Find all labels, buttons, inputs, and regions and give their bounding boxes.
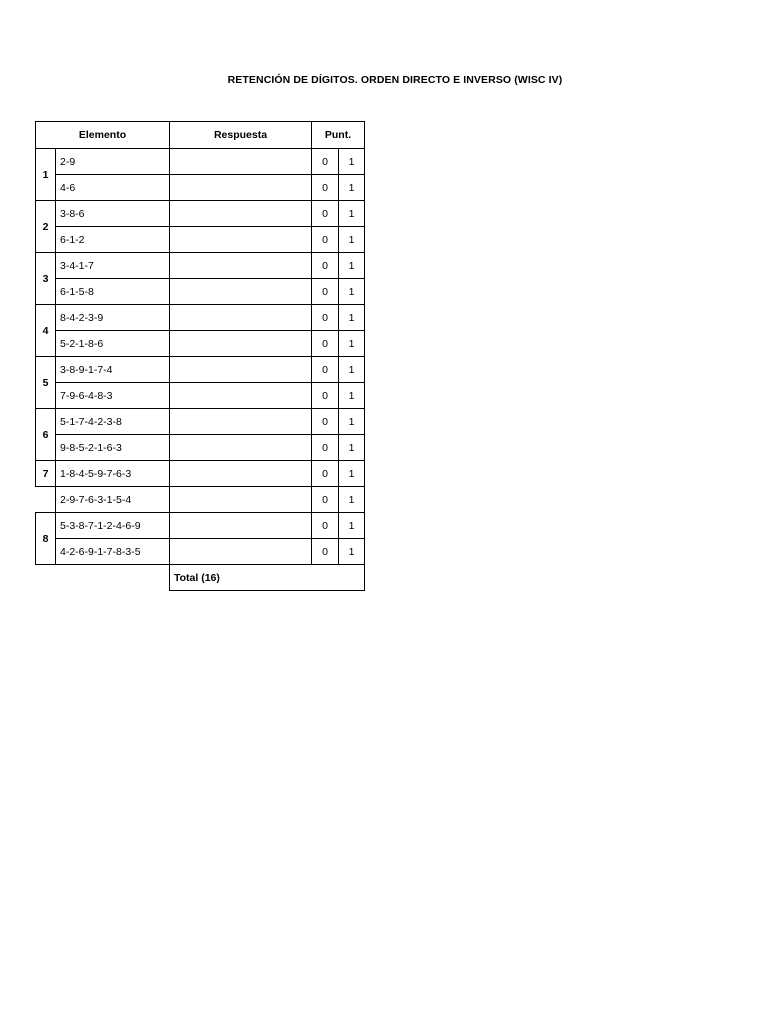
score-option-1[interactable]: 1 — [339, 383, 365, 409]
score-option-0[interactable]: 0 — [312, 461, 339, 487]
item-number: 3 — [36, 253, 56, 305]
table-row — [36, 253, 365, 279]
digit-sequence: 3-4-1-7 — [56, 253, 170, 279]
item-number: 1 — [36, 149, 56, 201]
score-option-0[interactable]: 0 — [312, 253, 339, 279]
table-row — [36, 149, 365, 175]
digit-sequence: 5-1-7-4-2-3-8 — [56, 409, 170, 435]
score-option-0[interactable]: 0 — [312, 513, 339, 539]
score-option-1[interactable]: 1 — [339, 331, 365, 357]
table-row — [36, 539, 365, 565]
item-number: 2 — [36, 201, 56, 253]
response-field[interactable] — [170, 175, 312, 201]
item-number: 6 — [36, 409, 56, 461]
score-option-1[interactable]: 1 — [339, 149, 365, 175]
score-option-0[interactable]: 0 — [312, 539, 339, 565]
score-option-0[interactable]: 0 — [312, 201, 339, 227]
score-option-1[interactable]: 1 — [339, 539, 365, 565]
score-option-0[interactable]: 0 — [312, 409, 339, 435]
table-row — [36, 305, 365, 331]
score-option-0[interactable]: 0 — [312, 149, 339, 175]
response-field[interactable] — [170, 409, 312, 435]
total-blank-left — [36, 565, 170, 591]
digit-sequence: 3-8-6 — [56, 201, 170, 227]
digit-sequence: 3-8-9-1-7-4 — [56, 357, 170, 383]
score-option-1[interactable]: 1 — [339, 175, 365, 201]
score-option-1[interactable]: 1 — [339, 253, 365, 279]
total-score-field[interactable] — [312, 565, 365, 591]
table-row — [36, 331, 365, 357]
digit-sequence: 6-1-2 — [56, 227, 170, 253]
score-option-1[interactable]: 1 — [339, 357, 365, 383]
response-field[interactable] — [170, 513, 312, 539]
digit-sequence: 1-8-4-5-9-7-6-3 — [56, 461, 170, 487]
response-field[interactable] — [170, 201, 312, 227]
digit-sequence: 6-1-5-8 — [56, 279, 170, 305]
response-field[interactable] — [170, 331, 312, 357]
score-option-0[interactable]: 0 — [312, 331, 339, 357]
table-row — [36, 201, 365, 227]
response-field[interactable] — [170, 253, 312, 279]
score-option-0[interactable]: 0 — [312, 357, 339, 383]
table-row — [36, 175, 365, 201]
score-option-1[interactable]: 1 — [339, 487, 365, 513]
table-row — [36, 487, 365, 513]
table-row — [36, 357, 365, 383]
score-option-0[interactable]: 0 — [312, 487, 339, 513]
digit-sequence: 5-3-8-7-1-2-4-6-9 — [56, 513, 170, 539]
table-row — [36, 383, 365, 409]
digit-sequence: 5-2-1-8-6 — [56, 331, 170, 357]
response-field[interactable] — [170, 305, 312, 331]
table-row — [36, 279, 365, 305]
score-option-1[interactable]: 1 — [339, 435, 365, 461]
header-respuesta: Respuesta — [170, 122, 312, 149]
page-title: RETENCIÓN DE DÍGITOS. ORDEN DIRECTO E INVERSO (WISC IV) — [227, 74, 563, 86]
table-row — [36, 435, 365, 461]
item-number: 8 — [36, 513, 56, 565]
item-number-blank — [36, 487, 56, 513]
table-row — [36, 409, 365, 435]
item-number: 4 — [36, 305, 56, 357]
header-puntuacion: Punt. — [312, 122, 365, 149]
item-number: 5 — [36, 357, 56, 409]
digit-sequence: 4-6 — [56, 175, 170, 201]
response-field[interactable] — [170, 435, 312, 461]
score-option-0[interactable]: 0 — [312, 305, 339, 331]
item-number: 7 — [36, 461, 56, 487]
response-field[interactable] — [170, 487, 312, 513]
score-option-0[interactable]: 0 — [312, 383, 339, 409]
response-field[interactable] — [170, 539, 312, 565]
table-row — [36, 227, 365, 253]
digit-sequence: 9-8-5-2-1-6-3 — [56, 435, 170, 461]
response-field[interactable] — [170, 383, 312, 409]
response-field[interactable] — [170, 279, 312, 305]
score-option-1[interactable]: 1 — [339, 513, 365, 539]
table-row — [36, 513, 365, 539]
score-table — [35, 121, 365, 591]
score-option-1[interactable]: 1 — [339, 305, 365, 331]
total-row — [36, 565, 365, 591]
digit-sequence: 8-4-2-3-9 — [56, 305, 170, 331]
digit-sequence: 2-9 — [56, 149, 170, 175]
score-option-1[interactable]: 1 — [339, 279, 365, 305]
score-option-0[interactable]: 0 — [312, 175, 339, 201]
digit-sequence: 4-2-6-9-1-7-8-3-5 — [56, 539, 170, 565]
score-option-0[interactable]: 0 — [312, 435, 339, 461]
score-option-1[interactable]: 1 — [339, 201, 365, 227]
response-field[interactable] — [170, 461, 312, 487]
header-elemento: Elemento — [36, 122, 170, 149]
score-option-0[interactable]: 0 — [312, 227, 339, 253]
response-field[interactable] — [170, 357, 312, 383]
response-field[interactable] — [170, 227, 312, 253]
table-row — [36, 461, 365, 487]
digit-sequence: 2-9-7-6-3-1-5-4 — [56, 487, 170, 513]
table-header-row — [36, 122, 365, 149]
score-option-1[interactable]: 1 — [339, 409, 365, 435]
score-option-1[interactable]: 1 — [339, 461, 365, 487]
response-field[interactable] — [170, 149, 312, 175]
total-label: Total (16) — [170, 565, 312, 591]
score-option-0[interactable]: 0 — [312, 279, 339, 305]
digit-sequence: 7-9-6-4-8-3 — [56, 383, 170, 409]
score-option-1[interactable]: 1 — [339, 227, 365, 253]
